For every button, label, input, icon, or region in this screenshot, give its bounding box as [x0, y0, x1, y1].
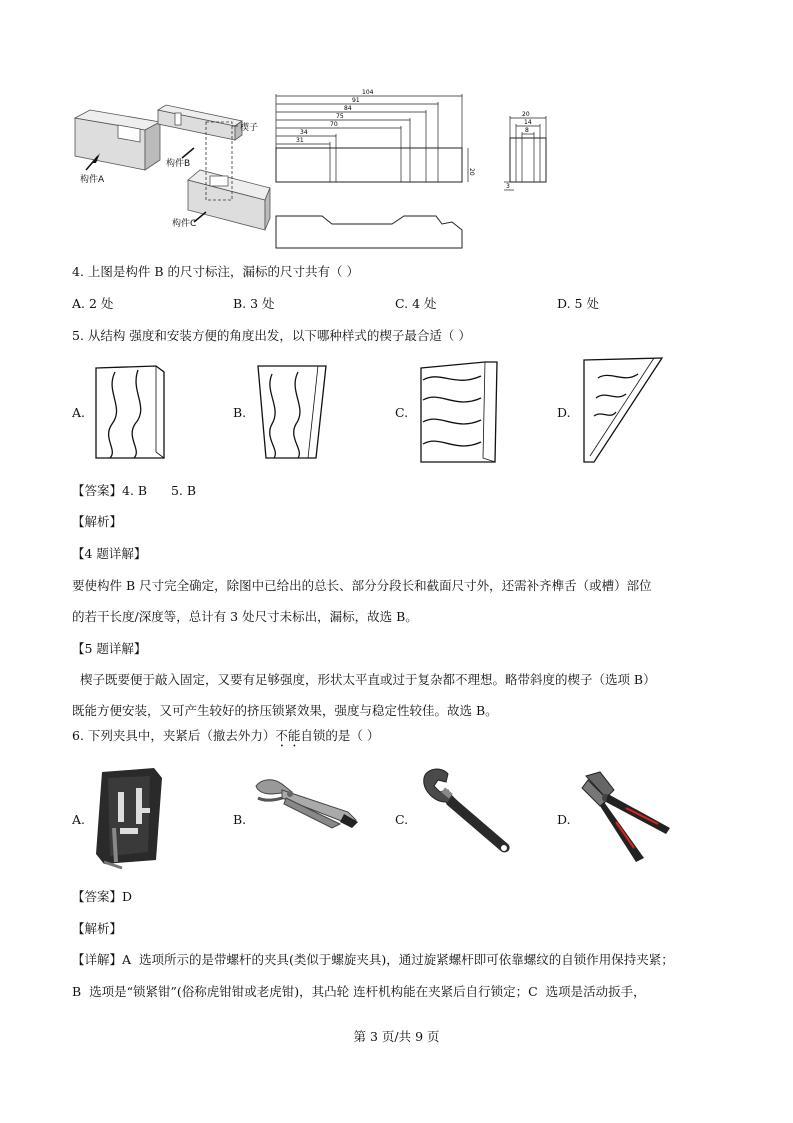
- q4-stem: 4. 上图是构件 B 的尺寸标注，漏标的尺寸共有（ ）: [72, 264, 360, 279]
- detail-5-line-1: 楔子既要便于敲入固定，又要有足够强度，形状太平直或过于复杂都不理想。略带斜度的楔子（选项 B）: [72, 672, 656, 687]
- q4-option-d[interactable]: D. 5 处: [557, 296, 599, 311]
- answer-value: 4. B 5. B: [122, 483, 197, 498]
- wedge-d-icon: [580, 354, 670, 470]
- detail-5-line-2: 既能方便安装，又可产生较好的挤压锁紧效果，强度与稳定性较佳。故选 B。: [72, 703, 498, 718]
- wedge-label: 楔子: [240, 123, 259, 133]
- q5-option-a-label[interactable]: A.: [72, 405, 86, 420]
- wedge-b-icon: [252, 362, 332, 466]
- part-b-label: 构件B: [166, 159, 191, 169]
- q6-stem: [72, 728, 379, 750]
- detail-4-line-2: 的若干长度/深度等，总计有 3 处尺寸未标出，漏标，故选 B。: [72, 609, 418, 624]
- dim-side-14: 14: [524, 119, 532, 126]
- locking-pliers-icon: [252, 772, 362, 836]
- detail-4-heading: 【4 题详解】: [72, 546, 147, 561]
- detail-6-line-2: B 选项是“锁紧钳”(俗称虎钳钳或老虎钳)，其凸轮 连杆机构能在夹紧后自行锁定；C 选项是活动扳手，: [72, 984, 646, 999]
- analysis-heading: 【解析】: [72, 514, 123, 529]
- page-footer: 第 3 页/共 9 页: [353, 1029, 440, 1044]
- q6-stem-emphasis: 不能: [275, 728, 301, 743]
- q6-option-b-label[interactable]: B.: [233, 812, 247, 827]
- dim-70: 70: [330, 121, 338, 128]
- q4-option-c[interactable]: C. 4 处: [395, 296, 437, 311]
- q5-option-b-label[interactable]: B.: [233, 405, 247, 420]
- detail-5-heading: 【5 题详解】: [72, 641, 147, 656]
- part-a-label: 构件A: [80, 175, 105, 185]
- dim-104: 104: [362, 89, 374, 96]
- dim-side-8: 8: [525, 127, 529, 134]
- combination-pliers-icon: [578, 768, 678, 868]
- side-view-drawing: [500, 110, 560, 200]
- answer-6: [72, 889, 132, 905]
- q4-option-b[interactable]: B. 3 处: [233, 296, 275, 311]
- answer-tag: 【答案】: [72, 483, 123, 498]
- dim-side-3: 3: [506, 183, 510, 190]
- q6-option-a-label[interactable]: A.: [72, 812, 86, 827]
- answer-4-5: [72, 483, 196, 499]
- q5-option-d-label[interactable]: D.: [557, 405, 571, 420]
- dim-91: 91: [352, 97, 360, 104]
- detail-6-line-1: 【详解】A 选项所示的是带螺杆的夹具(类似于螺旋夹具)，通过旋紧螺杆即可依靠螺纹的自锁作用保持夹紧；: [72, 952, 674, 967]
- q6-stem-part-b: 自锁的是（ ）: [300, 728, 380, 743]
- dim-84: 84: [344, 105, 352, 112]
- q6-option-c-label[interactable]: C.: [395, 812, 409, 827]
- answer-6-value: D: [122, 889, 133, 904]
- q5-option-c-label[interactable]: C.: [395, 405, 409, 420]
- dim-height: 20: [468, 168, 475, 176]
- adjustable-wrench-icon: [418, 766, 518, 862]
- part-b-drawing: [158, 105, 242, 140]
- screw-clamp-icon: [90, 764, 170, 878]
- dim-34: 34: [300, 129, 308, 136]
- wedge-a-icon: [90, 362, 170, 466]
- dimension-drawing: [272, 88, 475, 258]
- wedge-c-icon: [415, 358, 505, 470]
- q5-stem: 5. 从结构 强度和安装方便的角度出发，以下哪种样式的楔子最合适（ ）: [72, 328, 471, 343]
- q6-stem-part-a: 6. 下列夹具中，夹紧后（撤去外力）: [72, 728, 276, 743]
- dim-side-20: 20: [522, 111, 530, 118]
- answer-6-tag: 【答案】: [72, 889, 123, 904]
- dim-75: 75: [336, 113, 344, 120]
- detail-4-line-1: 要使构件 B 尺寸完全确定，除图中已给出的总长、部分分段长和截面尺寸外，还需补齐榫舌（或槽）部位: [72, 578, 652, 593]
- q4-option-a[interactable]: A. 2 处: [72, 296, 114, 311]
- part-c-label: 构件C: [172, 219, 197, 229]
- dim-31: 31: [296, 137, 304, 144]
- part-a-drawing: [75, 110, 160, 170]
- assembly-figure: [70, 90, 270, 250]
- q6-option-d-label[interactable]: D.: [557, 812, 571, 827]
- analysis-heading-2: 【解析】: [72, 921, 123, 936]
